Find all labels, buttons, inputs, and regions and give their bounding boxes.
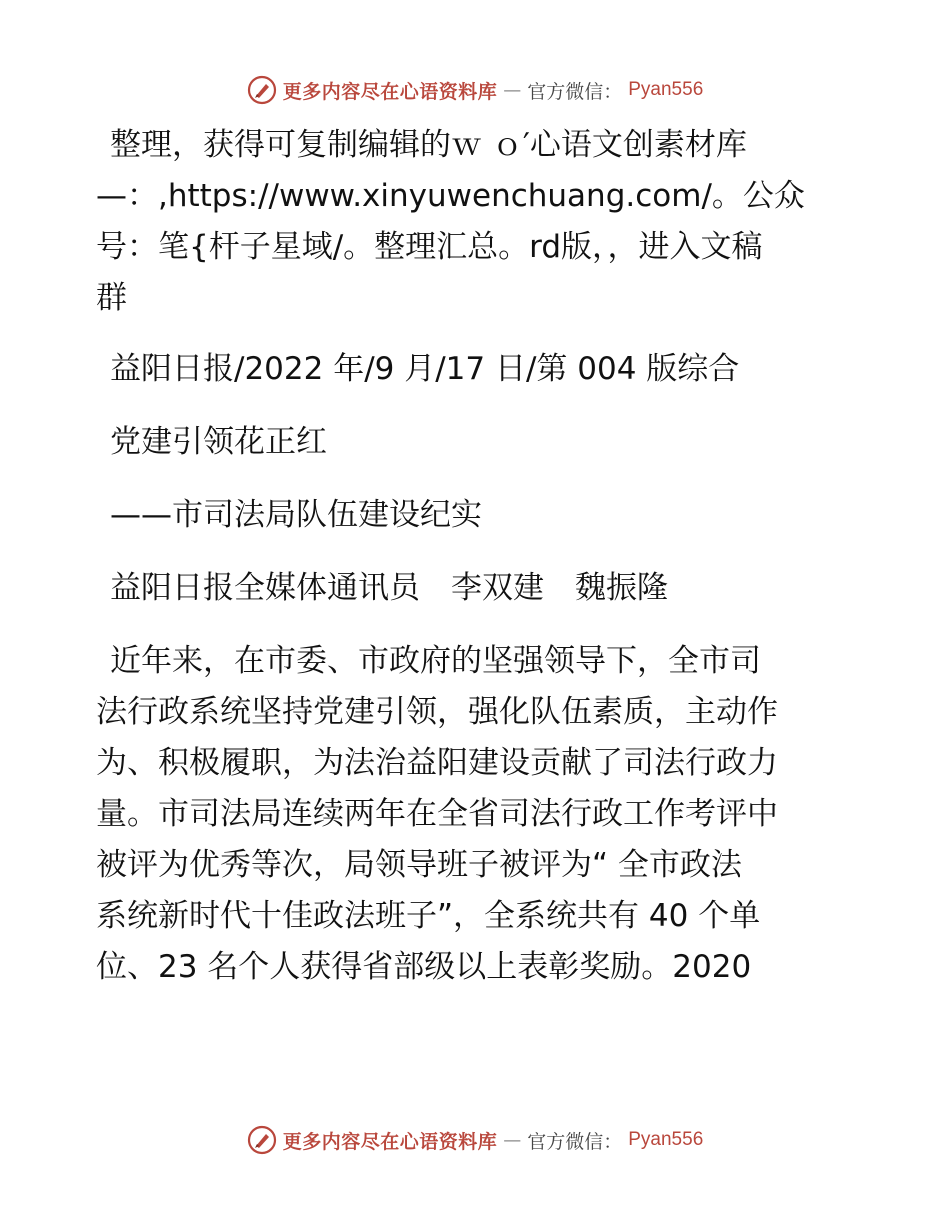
watermark-wechat-id: Pyan556 bbox=[628, 79, 704, 100]
pen-nib-icon bbox=[247, 1125, 277, 1155]
article-title: 党建引领花正红 bbox=[110, 424, 327, 460]
watermark-label: 官方微信： bbox=[527, 1130, 623, 1153]
watermark-separator: — bbox=[503, 1129, 522, 1151]
source-line: 益阳日报/2022 年/9 月/17 日/第 004 版综合 bbox=[110, 351, 740, 387]
watermark-wechat-id: Pyan556 bbox=[628, 1129, 704, 1150]
body-line: 量。市司法局连续两年在全省司法行政工作考评中 bbox=[96, 796, 778, 832]
body-line: 被评为优秀等次，局领导班子被评为“ 全市政法 bbox=[96, 847, 742, 883]
header-watermark bbox=[0, 70, 950, 110]
intro-line: —：,https://www.xinyuwenchuang.com/。公众 bbox=[96, 178, 805, 214]
footer-watermark bbox=[0, 1120, 950, 1160]
intro-line: 群 bbox=[96, 280, 127, 316]
intro-line: 整理，获得可复制编辑的ｗ ｏ′心语文创素材库 bbox=[110, 127, 747, 163]
body-line: 为、积极履职，为法治益阳建设贡献了司法行政力 bbox=[96, 745, 778, 781]
pen-nib-icon bbox=[247, 75, 277, 105]
document-body bbox=[96, 120, 866, 993]
body-line: 近年来，在市委、市政府的坚强领导下，全市司 bbox=[110, 643, 761, 679]
article-byline: 益阳日报全媒体通讯员 李双建 魏振隆 bbox=[110, 570, 668, 606]
watermark-label: 官方微信： bbox=[527, 80, 623, 103]
body-line: 位、23 名个人获得省部级以上表彰奖励。2020 bbox=[96, 949, 752, 985]
article-body bbox=[96, 636, 866, 993]
body-line: 法行政系统坚持党建引领，强化队伍素质，主动作 bbox=[96, 694, 778, 730]
article-subtitle: ——市司法局队伍建设纪实 bbox=[110, 497, 482, 533]
intro-line: 号：笔{杆子星域/。整理汇总。rd版，，进入文稿 bbox=[96, 229, 763, 265]
watermark-brand: 更多内容尽在心语资料库 bbox=[282, 80, 498, 103]
watermark-separator: — bbox=[503, 79, 522, 101]
intro-block bbox=[96, 120, 866, 324]
watermark-brand: 更多内容尽在心语资料库 bbox=[282, 1130, 498, 1153]
body-line: 系统新时代十佳政法班子”，全系统共有 40 个单 bbox=[96, 898, 761, 934]
